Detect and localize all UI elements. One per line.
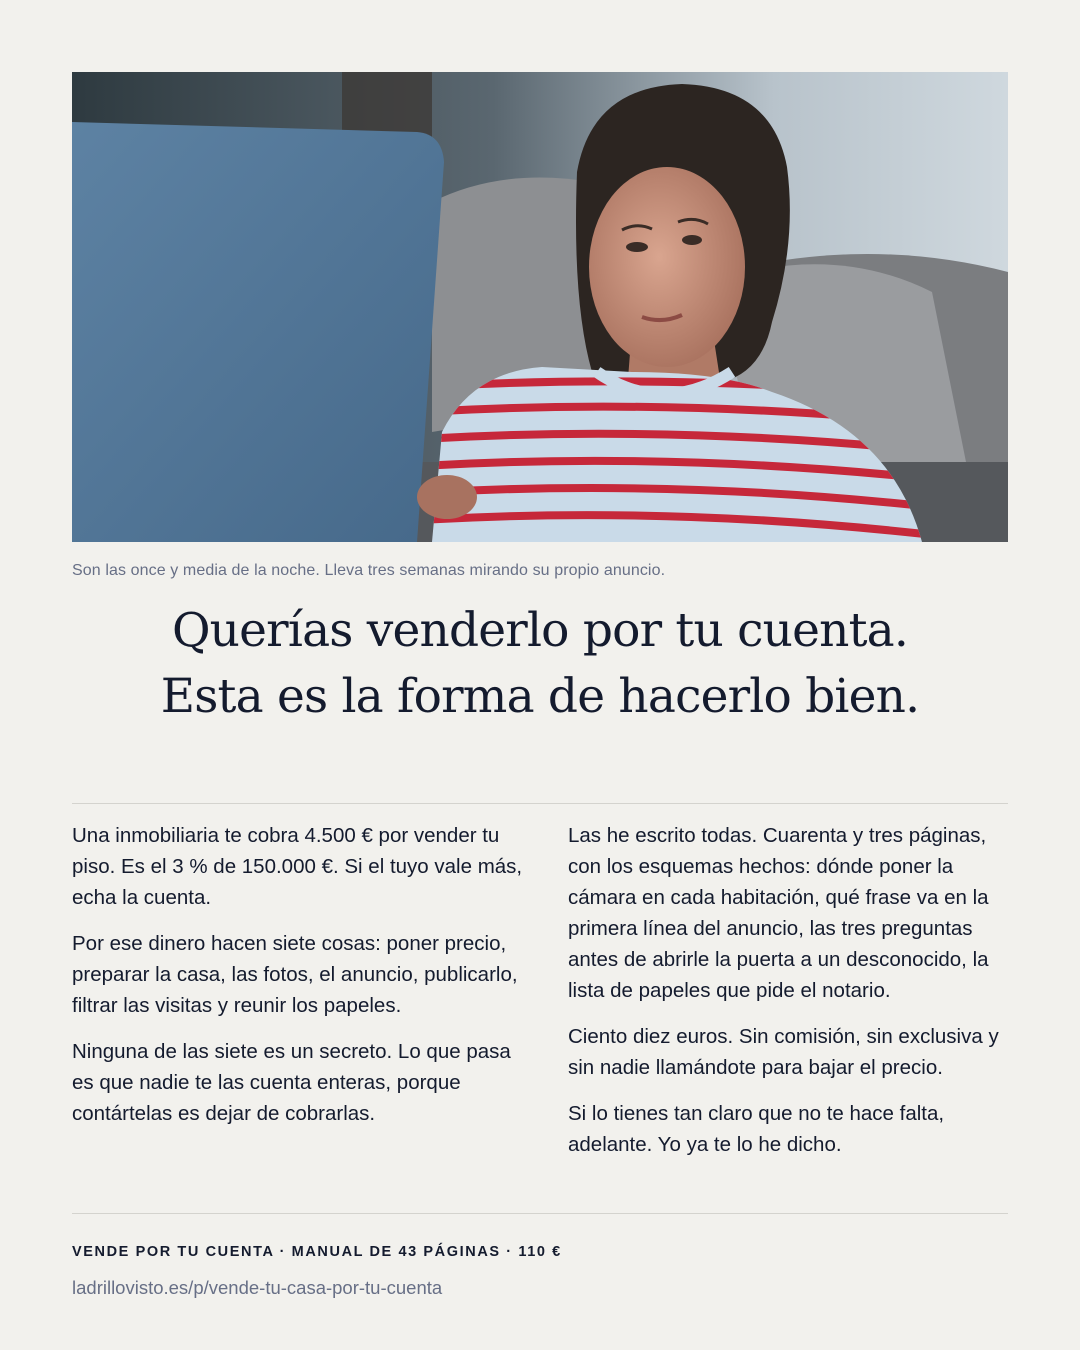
body-column-left [72,820,528,1144]
paragraph: Ninguna de las siete es un secreto. Lo que pasa es que nadie te las cuenta enteras, porque contártelas es dejar de cobrarlas. [72,1040,511,1125]
bottom-divider [72,1213,1008,1214]
headline-line-1: Querías venderlo por tu cuenta. [171,603,909,658]
paragraph: Si lo tienes tan claro que no te hace falta, adelante. Yo ya te lo he dicho. [568,1102,945,1156]
body-column-right [568,820,1008,1175]
headline-line-2: Esta es la forma de hacerlo bien. [160,669,920,724]
headline [0,598,1080,730]
paragraph: Ciento diez euros. Sin comisión, sin exclusiva y sin nadie llamándote para bajar el precio. [568,1025,999,1079]
paragraph: Por ese dinero hacen siete cosas: poner precio, preparar la casa, las fotos, el anuncio, publicarlo, filtrar las visitas y reunir los papeles. [72,932,518,1017]
paragraph: Las he escrito todas. Cuarenta y tres páginas, con los esquemas hechos: dónde poner la cámara en cada habitación, qué frase va en la primera línea del anuncio, las tres preguntas antes de abrirle la puerta a un desconocido, la lista de papeles que pide el notario. [568,824,989,1002]
product-title: VENDE POR TU CUENTA · MANUAL DE 43 PÁGINAS · 110 € [72,1244,562,1260]
hero-photo [72,72,1008,542]
photo-caption: Son las once y media de la noche. Lleva tres semanas mirando su propio anuncio. [72,562,666,579]
top-divider [72,803,1008,804]
paragraph: Una inmobiliaria te cobra 4.500 € por vender tu piso. Es el 3 % de 150.000 €. Si el tuyo vale más, echa la cuenta. [72,824,523,909]
product-url-link[interactable]: ladrillovisto.es/p/vende-tu-casa-por-tu-cuenta [72,1277,443,1298]
